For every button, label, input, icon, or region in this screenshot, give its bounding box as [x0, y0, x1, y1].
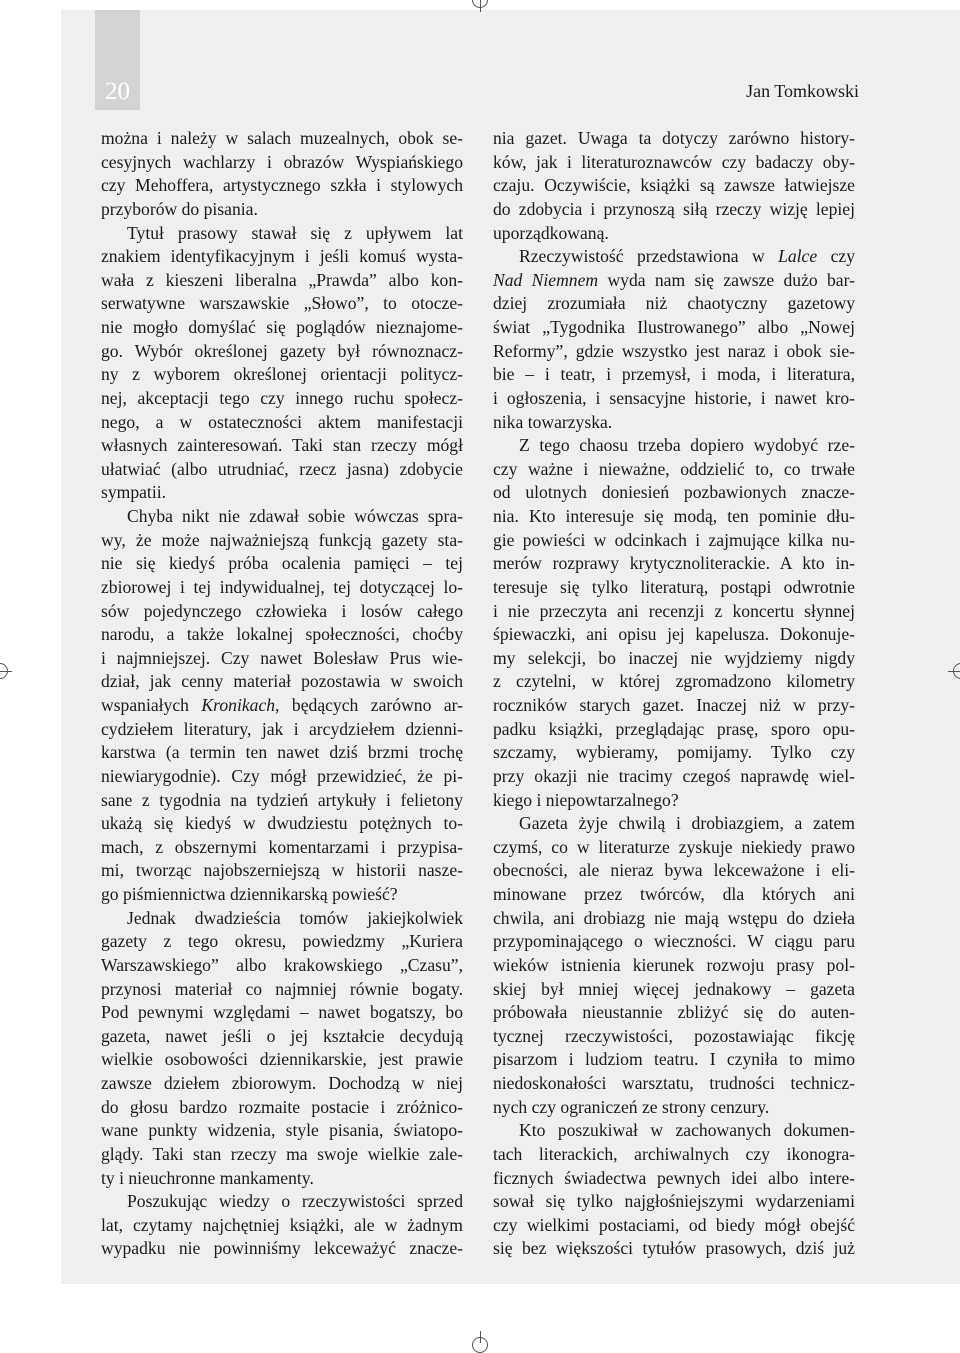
text-line: wy, że może najważniejszą funkcją gazety sta-: [101, 529, 463, 550]
text-line: sów pojedynczego człowieka i losów całego: [101, 600, 463, 621]
text-line: roczników starych gazet. Inaczej niż w przy-: [493, 695, 855, 715]
italic-title: Nad Niemnem: [493, 269, 599, 290]
paragraph: [101, 222, 463, 506]
text-line: przypominającego o wieczności. W ciągu paru: [493, 931, 855, 952]
text-line: od ulotnych doniesień pozbawionych znacze-: [493, 482, 855, 503]
text-line: ukażą się kiedyś w dwudziestu potężnych to-: [101, 813, 463, 834]
paragraph: [101, 907, 463, 1191]
text-line: Warszawskiego” albo krakowskiego „Czasu”,: [101, 954, 463, 975]
text-line: niewiarygodnie). Czy mógł przewidzieć, że pi-: [101, 765, 463, 786]
text-line: narodu, a także lokalnej społeczności, choćby: [101, 624, 463, 645]
text-line: i nie przeczyta ani recenzji z koncertu słynnej: [493, 600, 855, 621]
text-line: dział, jak cenny materiał pozostawia w swoich: [101, 671, 463, 692]
text-line: próbowała nieustannie zbliżyć się do auten-: [493, 1002, 855, 1023]
text-line: się bez większości tytułów prasowych, dziś już: [493, 1238, 855, 1259]
text-line: wane punkty widzenia, style pisania, światopo-: [101, 1120, 463, 1141]
text-line: i ogłoszenia, i sensacyjne historie, i nawet kro-: [493, 387, 855, 408]
page-number: 20: [105, 78, 130, 105]
text-line: Jednak dwadzieścia tomów jakiejkolwiek: [127, 907, 463, 928]
text-run: wspaniałych: [101, 695, 202, 715]
text-line: wypadku nie powinniśmy lekceważyć znacze-: [101, 1238, 463, 1259]
text-line: merów rozprawy krytycznoliterackie. A kto in-: [493, 553, 855, 574]
text-line: uporządkowaną.: [493, 222, 609, 243]
text-line: gazeta, nawet jeśli o jej kształcie decydują: [101, 1025, 463, 1046]
text-line: nych czy ograniczeń ze strony cenzury.: [493, 1096, 770, 1117]
text-line: świat „Tygodnika Ilustrowanego” albo „Nowej: [493, 317, 855, 337]
text-line: do zdobycia i przynoszą siłą rzeczy wizję lepiej: [493, 198, 855, 219]
text-line: minowane przez twórców, dla których ani: [493, 884, 855, 904]
text-line: ficznych świadectwa pewnych idei albo intere-: [493, 1167, 855, 1188]
text-line: teresuje się tylko literaturą, postąpi odwrotnie: [493, 576, 855, 597]
text-line: nika towarzyska.: [493, 411, 613, 432]
text-line: i najmniejszej. Czy nawet Bolesław Prus wie-: [101, 647, 463, 668]
text-line: cesyjnych wachlarzy i obrazów Wyspiańskiego: [101, 151, 463, 172]
text-line: chwila, ani drobiazg nie mają wstępu do dzieła: [493, 907, 855, 928]
text-line: go. Wybór określonej gazety był równoznacz-: [101, 340, 463, 361]
text-line: ków, jak i literaturoznawców czy badaczy oby-: [493, 151, 855, 172]
registration-mark-bottom: [472, 1337, 488, 1353]
text-line: mi, tworząc najobszerniejszą w historii nasze-: [101, 860, 463, 881]
text-line: ty i nieuchronne mankamenty.: [101, 1167, 314, 1188]
text-line: Kto poszukiwał w zachowanych dokumen-: [519, 1120, 855, 1141]
text-line: wieków istnienia kierunek rozwoju prasy pol-: [493, 954, 855, 975]
text-line: sympatii.: [101, 482, 166, 503]
text-line: czy ważne i nieważne, oddzielić to, co trwałe: [493, 458, 855, 479]
text-line: Poszukując wiedzy o rzeczywistości sprzed: [127, 1191, 463, 1212]
text-line: z czytelni, w której zgromadzono kilometry: [493, 671, 855, 692]
paragraph: [493, 127, 855, 245]
paragraph: [493, 1119, 855, 1261]
text-line: wała z kieszeni liberalna „Prawda” albo kon-: [101, 269, 463, 290]
paragraph: [493, 245, 855, 434]
text-run: czy: [817, 246, 855, 267]
text-line: gie powieści w odcinkach i zajmujące kilka nu-: [493, 529, 855, 550]
text-line: ułatwiać (albo utrudniać, rzecz jasna) zdobycie: [101, 458, 463, 479]
text-line: Gazeta żyje chwilą i drobiazgiem, a zatem: [519, 813, 855, 834]
text-line: nej, akceptacji tego czy innego ruchu społecz-: [101, 387, 463, 408]
text-line: cydziełem literatury, jak i arcydziełem dzienni-: [101, 718, 463, 739]
text-line: my selekcji, bo inaczej nie wyjdziemy nigdy: [493, 647, 855, 668]
italic-title: Lalce: [778, 246, 818, 267]
text-line: [101, 694, 463, 718]
text-run: , będących zarówno ar-: [275, 695, 464, 715]
text-line: czymś, co w literaturze zyskuje niekiedy prawo: [493, 836, 855, 857]
paragraph: [101, 127, 463, 222]
text-line: [493, 269, 855, 293]
text-line: tach literackich, archiwalnych czy ikonogra-: [493, 1143, 855, 1164]
text-line: gazety z tego okresu, powiedzmy „Kuriera: [101, 931, 463, 952]
text-line: mach, z obszernymi komentarzami i przypisa-: [101, 836, 463, 857]
paragraph: [493, 812, 855, 1119]
text-line: wielkie osobowości dziennikarskie, jest prawie: [101, 1049, 463, 1070]
text-line: serwatywne warszawskie „Słowo”, to otocze-: [101, 293, 463, 314]
text-line: nia gazet. Uwaga ta dotyczy zarówno history-: [493, 128, 855, 148]
text-line: Chyba nikt nie zdawał sobie wówczas spra-: [127, 506, 463, 526]
text-line: padku książki, przeglądając prasę, sporo opu-: [493, 718, 855, 739]
text-line: kiego i niepowtarzalnego?: [493, 789, 679, 810]
registration-mark-top: [472, 0, 488, 8]
left-text-column: [101, 127, 463, 1261]
text-line: śpiewaczki, ani opisu jej kapelusza. Dokonuje-: [493, 624, 855, 645]
text-line: znakiem identyfikacyjnym i jeśli komuś wysta-: [101, 246, 463, 267]
text-line: Z tego chaosu trzeba dopiero wydobyć rze-: [519, 435, 855, 456]
text-line: dziej zrozumiała niż chaotyczny gazetowy: [493, 293, 855, 314]
text-line: można i należy w salach muzealnych, obok se-: [101, 128, 463, 148]
text-line: przynosi materiał co najmniej równie bogaty.: [101, 978, 463, 999]
text-line: Pod pewnymi względami – nawet bogatszy, bo: [101, 1002, 463, 1023]
text-line: pisarzom i ludziom teatru. I czyniła to mimo: [493, 1049, 855, 1070]
running-head-author: Jan Tomkowski: [746, 81, 859, 101]
text-line: obecności, ale nieraz bywa lekceważone i eli-: [493, 860, 855, 881]
italic-title: Kronikach: [201, 695, 276, 715]
text-line: Tytuł prasowy stawał się z upływem lat: [127, 222, 463, 243]
text-run: wyda nam się zawsze dużo bar-: [598, 269, 855, 290]
text-line: czy wielkimi postaciami, od biedy mógł obejść: [493, 1214, 855, 1235]
text-line: czaju. Oczywiście, książki są zawsze łatwiejsze: [493, 175, 855, 196]
text-line: zawsze dziełem zbiorowym. Dochodzą w niej: [101, 1073, 463, 1093]
paragraph: [101, 1190, 463, 1261]
text-line: sował się tylko najgłośniejszymi wydarzeniami: [493, 1191, 855, 1212]
text-line: szczamy, wybieramy, pomijamy. Tylko czy: [493, 742, 855, 763]
text-line: niedoskonałości warsztatu, trudności technicz-: [493, 1073, 855, 1093]
registration-mark-left: [0, 663, 8, 679]
text-line: ny z wyborem określonej orientacji politycz-: [101, 364, 463, 385]
text-line: nie się kiedyś próba ocalenia pamięci – tej: [101, 553, 463, 574]
paragraph: [101, 505, 463, 907]
text-line: nie mogło domyślać się poglądów nieznajome-: [101, 317, 463, 337]
paragraph: [493, 434, 855, 812]
text-line: czy Mehoffera, artystycznego szkła i stylowych: [101, 175, 463, 196]
text-line: bie – i teatr, i przemysł, i moda, i literatura,: [493, 364, 855, 385]
text-line: przyborów do pisania.: [101, 198, 258, 219]
text-line: własnych zainteresowań. Taki stan rzeczy mógł: [101, 435, 463, 456]
text-line: karstwa (a termin ten nawet dziś brzmi trochę: [101, 742, 463, 763]
text-run: Rzeczywistość przedstawiona w: [519, 246, 779, 267]
right-text-column: [493, 127, 855, 1261]
text-line: glądy. Taki stan rzeczy ma swoje wielkie zale-: [101, 1143, 463, 1164]
text-line: przy okazji nie tracimy czegoś naprawdę wiel-: [493, 765, 855, 786]
text-line: go piśmiennictwa dziennikarską powieść?: [101, 884, 398, 904]
text-line: skiej był mniej więcej jednakowy – gazeta: [493, 978, 855, 999]
text-line: do głosu bardzo rozmaite postacie i zróżnico-: [101, 1096, 463, 1117]
text-line: tycznej rzeczywistości, pozostawiając fikcję: [493, 1025, 855, 1046]
text-line: sane z tygodnia na tydzień artykuły i felietony: [101, 789, 463, 810]
text-line: nego, a w ostateczności aktem manifestacji: [101, 411, 463, 432]
text-line: nia. Kto interesuje się modą, ten pominie dłu-: [493, 506, 855, 526]
text-line: [493, 245, 855, 269]
text-line: Reformy”, gdzie wszystko jest naraz i obok sie-: [493, 340, 855, 361]
text-line: zbiorowej i tej indywidualnej, tej dotyczącej lo-: [101, 576, 463, 597]
text-line: lat, czytamy najchętniej książki, ale w żadnym: [101, 1214, 463, 1235]
